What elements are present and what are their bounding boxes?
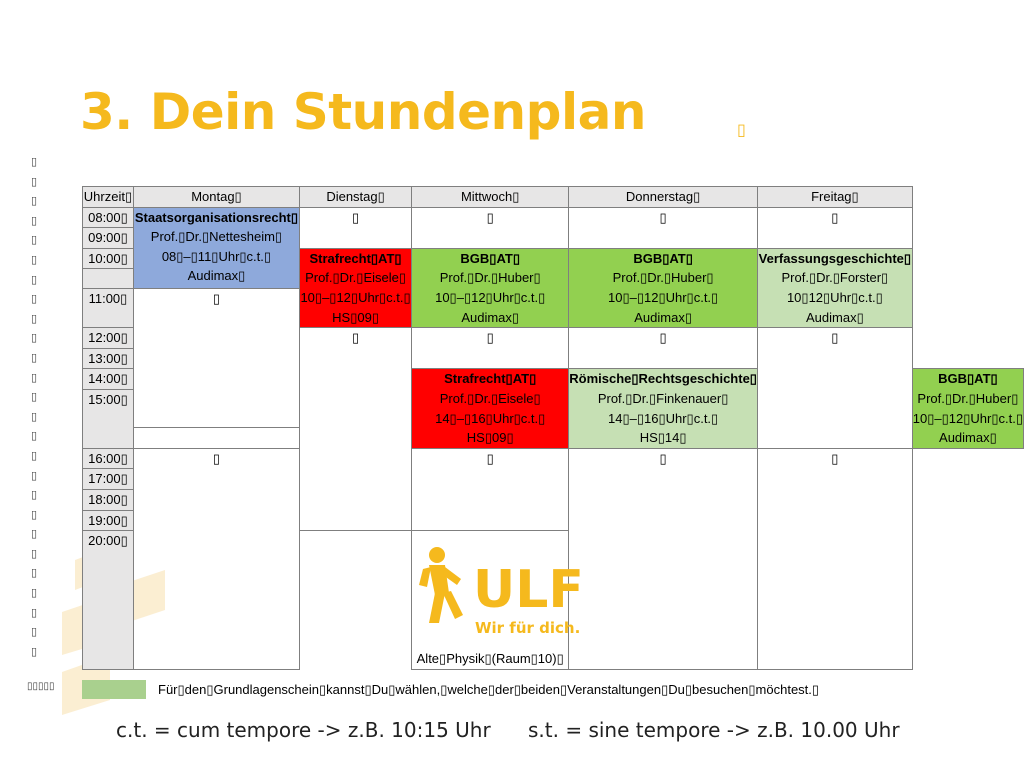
time-cell: 11:00▯ bbox=[83, 289, 134, 328]
course-bgb-wednesday[interactable] bbox=[412, 248, 569, 327]
margin-glyph: ▯ bbox=[30, 468, 38, 482]
time-cell: 18:00▯ bbox=[83, 489, 134, 510]
header-friday: Freitag▯ bbox=[757, 187, 912, 208]
course-time: 10▯12▯Uhr▯c.t.▯ bbox=[786, 289, 883, 305]
empty-slot: ▯ bbox=[412, 207, 569, 248]
time-cell-continued bbox=[83, 269, 134, 289]
margin-glyph: ▯ bbox=[30, 527, 38, 541]
margin-glyph: ▯ bbox=[30, 252, 38, 266]
margin-glyph: ▯ bbox=[30, 488, 38, 502]
course-room: Audimax▯ bbox=[187, 268, 246, 284]
course-room: HS▯09▯ bbox=[332, 309, 379, 325]
course-bgb-thursday-afternoon[interactable] bbox=[912, 369, 1023, 448]
margin-glyph: ▯ bbox=[30, 370, 38, 384]
course-time: 10▯–▯12▯Uhr▯c.t.▯ bbox=[435, 289, 546, 305]
empty-slot: ▯ bbox=[757, 448, 912, 669]
course-room: Audimax▯ bbox=[461, 309, 520, 325]
margin-glyph: ▯ bbox=[30, 625, 38, 639]
margin-glyph: ▯ bbox=[30, 272, 38, 286]
margin-glyph: ▯ bbox=[30, 605, 38, 619]
course-time: 14▯–▯16▯Uhr▯c.t.▯ bbox=[435, 410, 546, 426]
time-cell: 17:00▯ bbox=[83, 469, 134, 490]
margin-glyph: ▯ bbox=[30, 292, 38, 306]
header-row bbox=[83, 187, 1024, 208]
course-room: Audimax▯ bbox=[806, 309, 864, 325]
course-room: HS▯09▯ bbox=[466, 430, 514, 446]
course-title: BGB▯AT▯ bbox=[938, 371, 998, 387]
course-lecturer: Prof.▯Dr.▯Huber▯ bbox=[439, 270, 541, 286]
course-time: 14▯–▯16▯Uhr▯c.t.▯ bbox=[608, 410, 719, 426]
course-strafrecht-tuesday[interactable] bbox=[299, 248, 411, 327]
empty-slot: ▯ bbox=[133, 448, 299, 669]
course-time: 10▯–▯12▯Uhr▯c.t.▯ bbox=[912, 410, 1023, 426]
ulf-room-caption: Alte▯Physik▯(Raum▯10)▯ bbox=[416, 651, 564, 667]
time-cell: 13:00▯ bbox=[83, 348, 134, 369]
course-room: Audimax▯ bbox=[634, 309, 692, 325]
time-cell: 10:00▯ bbox=[83, 248, 134, 269]
time-cell: 09:00▯ bbox=[83, 228, 134, 249]
margin-glyph: ▯ bbox=[30, 507, 38, 521]
course-title: Strafrecht▯AT▯ bbox=[444, 371, 537, 387]
time-cell: 08:00▯ bbox=[83, 207, 134, 228]
margin-glyph: ▯ bbox=[30, 194, 38, 208]
course-title: Staatsorganisationsrecht▯ bbox=[134, 209, 299, 225]
course-lecturer: Prof.▯Dr.▯Huber▯ bbox=[612, 270, 714, 286]
course-lecturer: Prof.▯Dr.▯Forster▯ bbox=[781, 270, 889, 286]
header-wednesday: Mittwoch▯ bbox=[412, 187, 569, 208]
margin-glyph: ▯ bbox=[30, 546, 38, 560]
course-time: 10▯–▯12▯Uhr▯c.t.▯ bbox=[300, 289, 411, 305]
ulf-tagline: Wir für dich. bbox=[475, 619, 581, 638]
header-time: Uhrzeit▯ bbox=[83, 187, 134, 208]
empty-slot: ▯ bbox=[757, 207, 912, 248]
legend-swatch bbox=[82, 680, 146, 699]
course-room: Audimax▯ bbox=[939, 430, 997, 446]
course-time: 08▯–▯11▯Uhr▯c.t.▯ bbox=[161, 248, 272, 264]
table-row bbox=[83, 207, 1024, 228]
course-title: BGB▯AT▯ bbox=[633, 250, 693, 266]
empty-slot: ▯ bbox=[412, 448, 569, 530]
empty-slot: ▯ bbox=[569, 328, 758, 369]
time-cell: 14:00▯ bbox=[83, 369, 134, 390]
course-staatsorganisationsrecht[interactable] bbox=[133, 207, 299, 289]
empty-slot: ▯ bbox=[412, 328, 569, 369]
course-title: Römische▯Rechtsgeschichte▯ bbox=[569, 371, 757, 387]
table-row bbox=[83, 448, 1024, 469]
empty-slot: ▯ bbox=[299, 328, 411, 531]
time-cell: 19:00▯ bbox=[83, 510, 134, 531]
margin-glyph: ▯ bbox=[30, 409, 38, 423]
margin-glyph: ▯ bbox=[30, 644, 38, 658]
empty-slot: ▯ bbox=[757, 328, 912, 449]
header-tuesday: Dienstag▯ bbox=[299, 187, 411, 208]
running-figure-icon bbox=[419, 547, 463, 623]
legend-text: Für▯den▯Grundlagenschein▯kannst▯Du▯wählen,▯welche▯der▯beiden▯Veranstaltungen▯Du▯besuchen▯möchtest.▯ bbox=[158, 682, 820, 697]
course-title: Strafrecht▯AT▯ bbox=[309, 250, 402, 266]
course-lecturer: Prof.▯Dr.▯Eisele▯ bbox=[305, 270, 407, 286]
empty-slot: ▯ bbox=[299, 207, 411, 248]
margin-glyph-column bbox=[27, 152, 41, 661]
course-roemische-rechtsgeschichte[interactable] bbox=[569, 369, 758, 448]
title-placeholder-glyph: ▯ bbox=[737, 120, 746, 139]
timetable bbox=[82, 186, 1024, 670]
time-cell: 12:00▯ bbox=[83, 328, 134, 349]
header-monday: Montag▯ bbox=[133, 187, 299, 208]
margin-glyph: ▯ bbox=[30, 429, 38, 443]
footer-glyph-row: ▯▯▯▯▯ bbox=[27, 681, 55, 692]
course-verfassungsgeschichte[interactable] bbox=[757, 248, 912, 327]
slide-title: 3. Dein Stundenplan bbox=[80, 83, 646, 141]
course-strafrecht-monday[interactable] bbox=[412, 369, 569, 448]
margin-glyph: ▯ bbox=[30, 331, 38, 345]
course-time: 10▯–▯12▯Uhr▯c.t.▯ bbox=[608, 289, 719, 305]
course-lecturer: Prof.▯Dr.▯Nettesheim▯ bbox=[150, 229, 283, 245]
course-room: HS▯14▯ bbox=[639, 430, 687, 446]
margin-glyph: ▯ bbox=[30, 233, 38, 247]
margin-glyph: ▯ bbox=[30, 311, 38, 325]
course-lecturer: Prof.▯Dr.▯Huber▯ bbox=[917, 390, 1019, 406]
margin-glyph: ▯ bbox=[30, 448, 38, 462]
time-cell: 20:00▯ bbox=[83, 531, 134, 670]
ulf-wordmark: ULF bbox=[473, 560, 585, 621]
margin-glyph: ▯ bbox=[30, 566, 38, 580]
ulf-logo bbox=[415, 545, 585, 645]
margin-glyph: ▯ bbox=[30, 174, 38, 188]
margin-glyph: ▯ bbox=[30, 390, 38, 404]
time-cell: 15:00▯ bbox=[83, 389, 134, 448]
header-thursday: Donnerstag▯ bbox=[569, 187, 758, 208]
empty-slot: ▯ bbox=[569, 207, 758, 248]
course-bgb-thursday[interactable] bbox=[569, 248, 758, 327]
empty-slot: ▯ bbox=[133, 289, 299, 428]
margin-glyph: ▯ bbox=[30, 213, 38, 227]
note-sine-tempore: s.t. = sine tempore -> z.B. 10.00 Uhr bbox=[528, 718, 900, 742]
margin-glyph: ▯ bbox=[30, 155, 38, 168]
margin-glyph: ▯ bbox=[30, 586, 38, 600]
course-title: Verfassungsgeschichte▯ bbox=[758, 250, 912, 266]
margin-glyph: ▯ bbox=[30, 350, 38, 364]
empty-slot: ▯ bbox=[569, 448, 758, 669]
course-lecturer: Prof.▯Dr.▯Finkenauer▯ bbox=[597, 390, 729, 406]
time-cell: 16:00▯ bbox=[83, 448, 134, 469]
note-cum-tempore: c.t. = cum tempore -> z.B. 10:15 Uhr bbox=[116, 718, 491, 742]
course-title: BGB▯AT▯ bbox=[460, 250, 520, 266]
course-lecturer: Prof.▯Dr.▯Eisele▯ bbox=[439, 390, 541, 406]
ulf-cell[interactable] bbox=[412, 531, 585, 670]
